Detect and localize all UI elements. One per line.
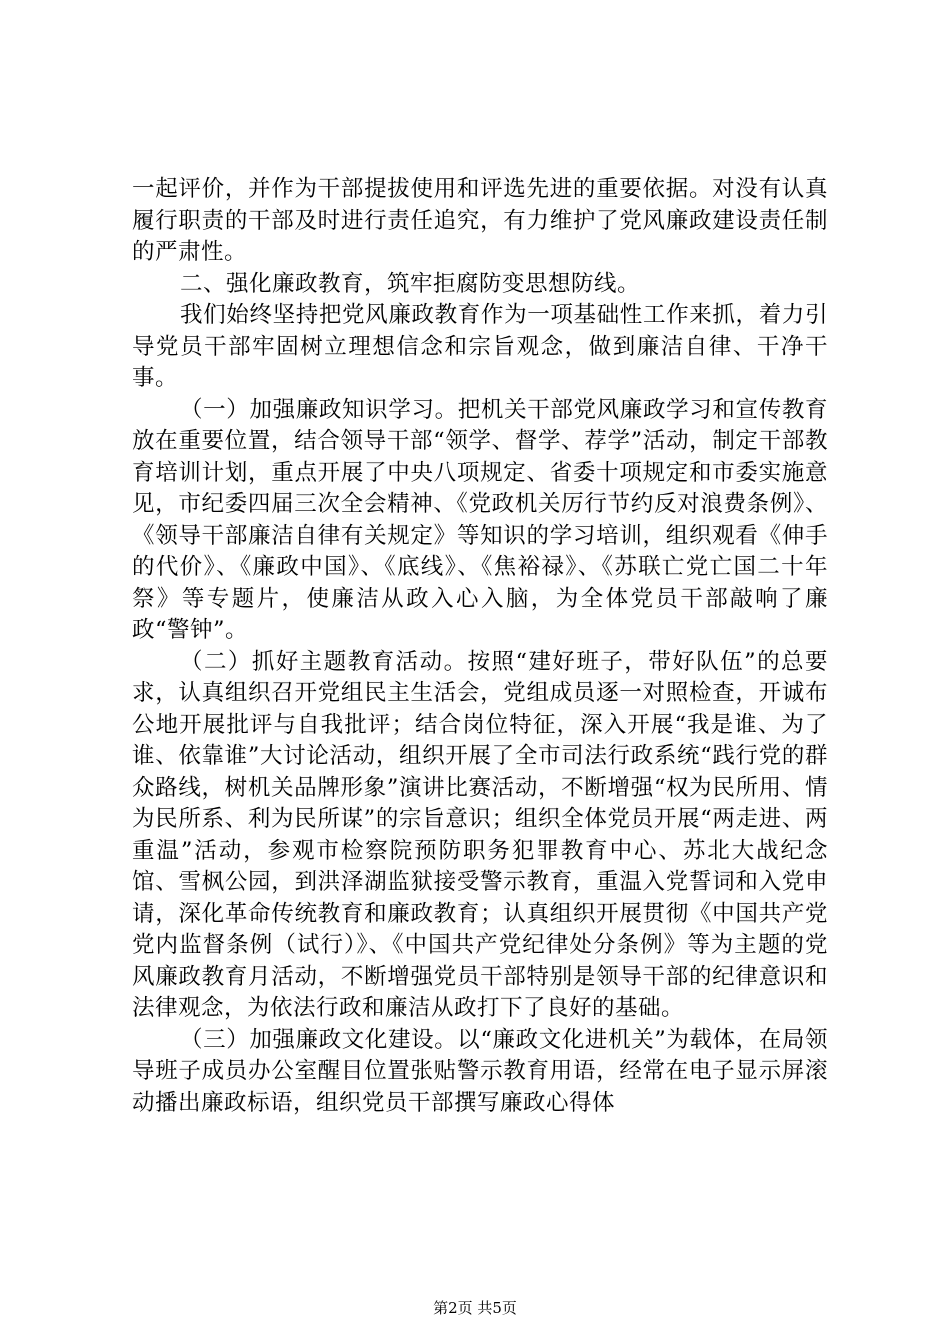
section-heading: 二、强化廉政教育，筑牢拒腐防变思想防线。 bbox=[180, 270, 641, 297]
page-number-footer: 第2页 共5页 bbox=[433, 1299, 517, 1317]
paragraph-continuation: 一起评价，并作为干部提拔使用和评选先进的重要依据。对没有认真履行职责的干部及时进行责任追究，有力维护了党风廉政建设责任制的严肃性。 bbox=[132, 176, 828, 265]
document-body bbox=[132, 174, 828, 1119]
paragraph-subsection-3: （三）加强廉政文化建设。以“廉政文化进机关”为载体，在局领导班子成员办公室醒目位置张贴警示教育用语，经常在电子显示屏滚动播出廉政标语，组织党员干部撰写廉政心得体 bbox=[132, 1026, 828, 1116]
paragraph-subsection-2: （二）抓好主题教育活动。按照“建好班子，带好队伍”的总要求，认真组织召开党组民主生活会，党组成员逐一对照检查，开诚布公地开展批评与自我批评；结合岗位特征，深入开展“我是谁、为了谁、依靠谁”大讨论活动，组织开展了全市司法行政系统“践行党的群众路线，树机关品牌形象”演讲比赛活动，不断增强“权为民所用、情为民所系、利为民所谋”的宗旨意识；组织全体党员开展“两走进、两重温”活动，参观市检察院预防职务犯罪教育中心、苏北大战纪念馆、雪枫公园，到洪泽湖监狱接受警示教育，重温入党誓词和入党申请，深化革命传统教育和廉政教育；认真组织开展贯彻《中国共产党党内监督条例（试行）》、《中国共产党纪律处分条例》等为主题的党风廉政教育月活动，不断增强党员干部特别是领导干部的纪律意识和法律观念，为依法行政和廉洁从政打下了良好的基础。 bbox=[132, 648, 828, 1021]
paragraph-intro: 我们始终坚持把党风廉政教育作为一项基础性工作来抓，着力引导党员干部牢固树立理想信念和宗旨观念，做到廉洁自律、干净干事。 bbox=[132, 302, 828, 391]
paragraph-subsection-1: （一）加强廉政知识学习。把机关干部党风廉政学习和宣传教育放在重要位置，结合领导干部“领学、督学、荐学”活动，制定干部教育培训计划，重点开展了中央八项规定、省委十项规定和市委实施意见，市纪委四届三次全会精神、《党政机关厉行节约反对浪费条例》、《领导干部廉洁自律有关规定》等知识的学习培训，组织观看《伸手的代价》、《廉政中国》、《底线》、《焦裕禄》、《苏联亡党亡国二十年祭》等专题片，使廉洁从政入心入脑，为全体党员干部敲响了廉政“警钟”。 bbox=[132, 396, 828, 643]
